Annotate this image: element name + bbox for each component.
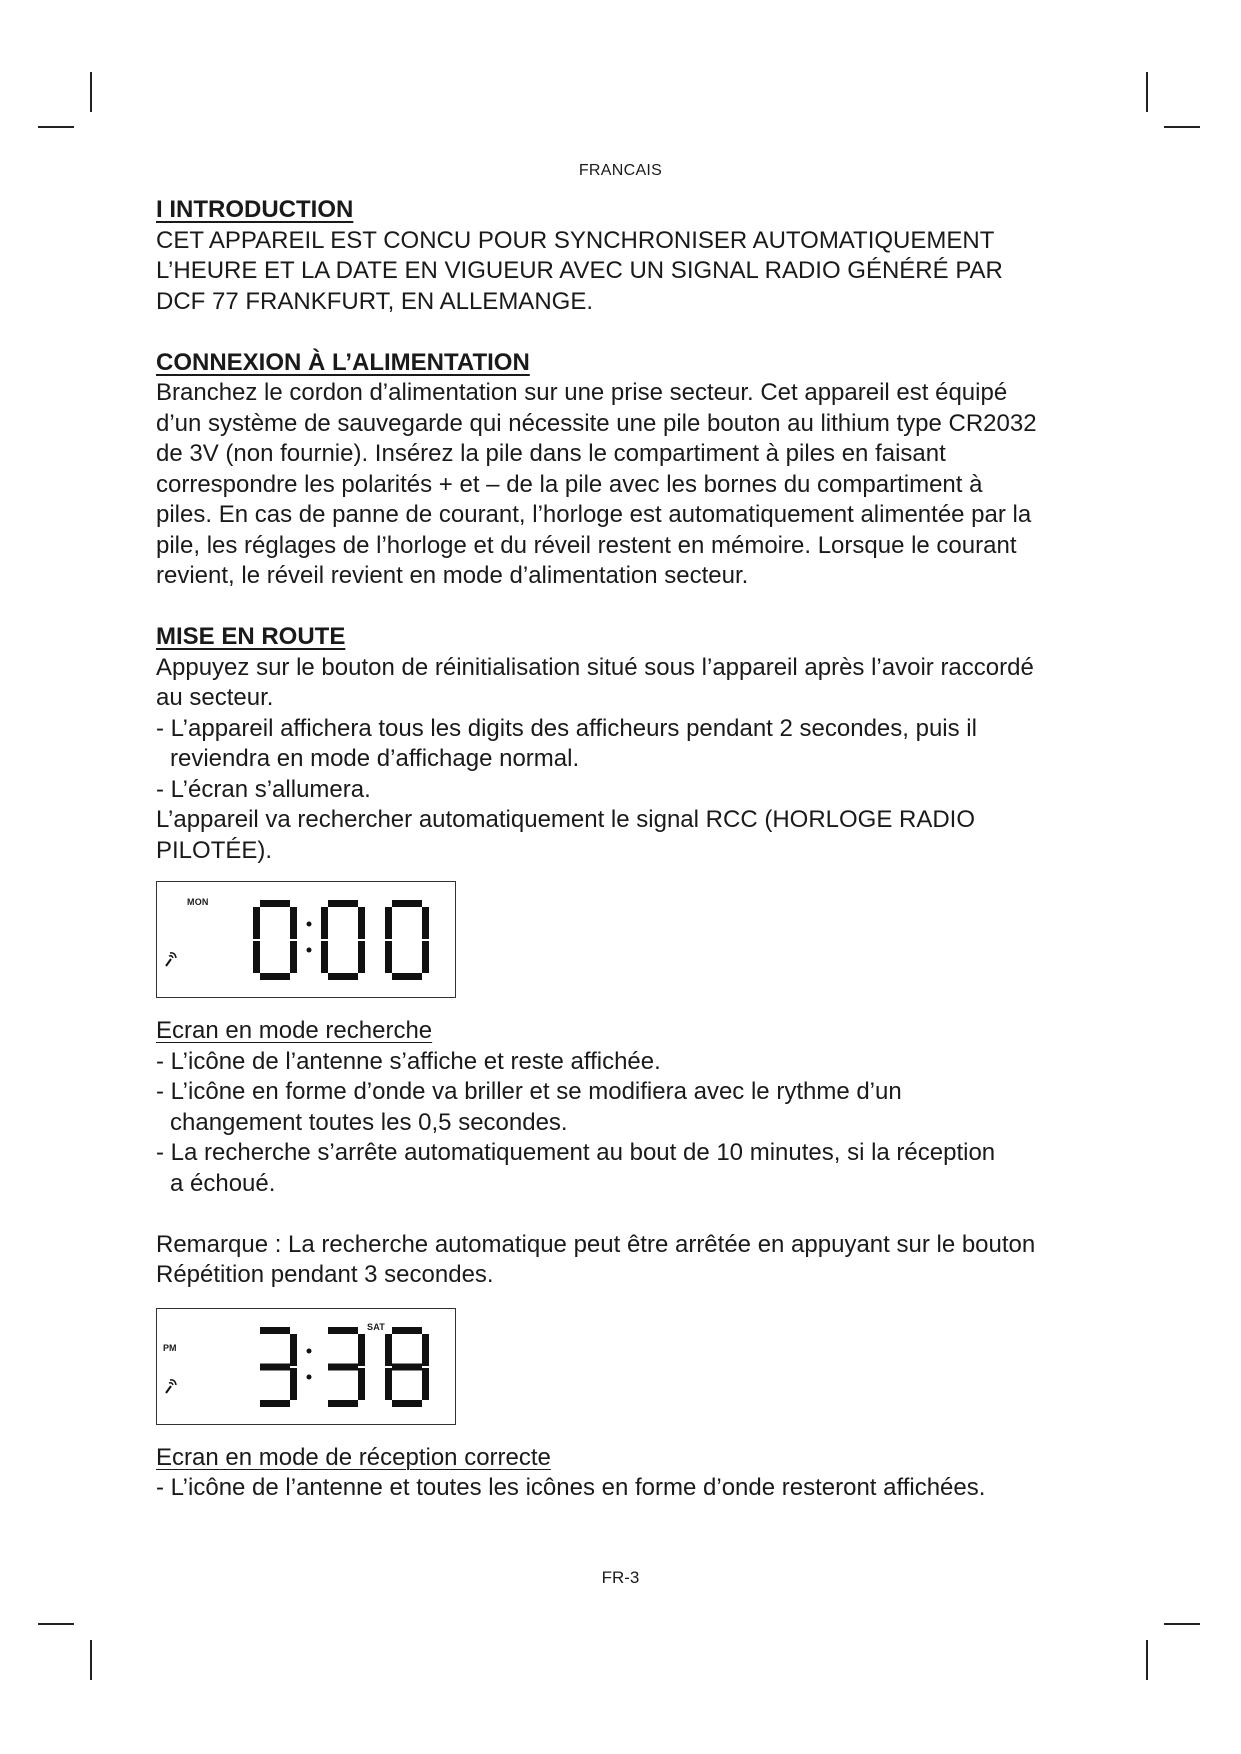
crop-mark [1146,72,1148,112]
lcd-segment [321,907,328,939]
lcd-segment [392,973,422,980]
text-line: DCF 77 FRANKFURT, EN ALLEMANGE. [156,287,593,315]
text-line: PILOTÉE). [156,836,273,864]
text-line: d’un système de sauvegarde qui nécessite une pile bouton au lithium type CR2032 [156,409,1037,437]
crop-mark [90,72,92,112]
lcd-segment [328,1327,358,1334]
lcd-segment [328,1363,358,1370]
lcd-segment [358,907,365,939]
text-line: a échoué. [170,1169,276,1197]
crop-mark [90,1640,92,1680]
text-line: - La recherche s’arrête automatiquement au bout de 10 minutes, si la réception [156,1139,996,1166]
antenna-icon [163,1377,179,1395]
lcd-segment [290,1334,297,1366]
section-title-introduction: I INTRODUCTION [156,196,354,223]
antenna-icon [163,950,179,968]
lcd-segment [260,1327,290,1334]
text-line: CET APPAREIL EST CONCU POUR SYNCHRONISER AUTOMATIQUEMENT [156,226,995,254]
lcd-segment [385,1368,392,1400]
text-line: - L’icône de l’antenne et toutes les icônes en forme d’onde resteront affichées. [156,1474,986,1501]
lcd-segment [321,941,328,973]
text-line: piles. En cas de panne de courant, l’horloge est automatiquement alimentée par la [156,501,1032,528]
caption-search-mode: Ecran en mode recherche [156,1017,433,1044]
lcd-segment [392,900,422,907]
lcd-display-search [156,881,456,998]
crop-mark [1164,126,1200,128]
section-title-startup: MISE EN ROUTE [156,623,346,650]
lcd-segment [253,941,260,973]
lcd-segment [422,907,429,939]
crop-mark [38,1623,74,1625]
text-line: - L’icône de l’antenne s’affiche et reste affichée. [156,1047,661,1075]
text-line: - L’icône en forme d’onde va briller et se modifiera avec le rythme d’un [156,1078,902,1105]
caption-reception-mode: Ecran en mode de réception correcte [156,1443,551,1471]
crop-mark [38,126,74,128]
lcd-segment [290,907,297,939]
lcd-pm-indicator: PM [163,1342,177,1353]
lcd-segment [260,1363,290,1370]
lcd-display-reception [156,1308,456,1425]
lcd-segment [392,1363,422,1370]
lcd-segment [253,907,260,939]
lcd-segment [328,900,358,907]
text-line: - L’écran s’allumera. [156,775,371,803]
lcd-colon-dot [307,1348,312,1353]
page-content [156,195,1116,1504]
lcd-segment [260,973,290,980]
text-line: L’HEURE ET LA DATE EN VIGUEUR AVEC UN SIGNAL RADIO GÉNÉRÉ PAR [156,257,1003,284]
crop-mark [1146,1640,1148,1680]
text-line: Remarque : La recherche automatique peut être arrêtée en appuyant sur le bouton [156,1230,1036,1258]
lcd-digits-svg [253,1321,441,1413]
lcd-time [253,1321,441,1413]
lcd-segment [385,1334,392,1366]
text-line: correspondre les polarités + et – de la pile avec les bornes du compartiment à [156,470,983,498]
text-line: - L’appareil affichera tous les digits des afficheurs pendant 2 secondes, puis il [156,714,977,742]
lcd-segment [385,941,392,973]
lcd-colon-dot [307,948,312,953]
lcd-segment [422,1368,429,1400]
lcd-segment [290,1368,297,1400]
lcd-digits-svg [253,894,441,986]
page-number: FR-3 [601,1568,640,1587]
text-line: L’appareil va rechercher automatiquement le signal RCC (HORLOGE RADIO [156,806,976,833]
lcd-segment [422,1334,429,1366]
text-line: au secteur. [156,684,274,711]
lcd-segment [358,1334,365,1366]
text-line: reviendra en mode d’affichage normal. [170,745,580,772]
lcd-day-label: SAT [367,1321,385,1332]
text-line: changement toutes les 0,5 secondes. [170,1108,568,1136]
lcd-segment [328,973,358,980]
lcd-time [253,894,441,986]
text-line: Appuyez sur le bouton de réinitialisation situé sous l’appareil après l’avoir raccordé [156,653,1034,681]
text-line: Répétition pendant 3 secondes. [156,1261,494,1288]
lcd-time-text [157,882,158,883]
text-line: de 3V (non fournie). Insérez la pile dans le compartiment à piles en faisant [156,440,946,467]
lcd-segment [328,1400,358,1407]
lcd-colon-dot [307,1374,312,1379]
lcd-segment [392,1400,422,1407]
lcd-segment [260,900,290,907]
lcd-segment [290,941,297,973]
lcd-segment [422,941,429,973]
lcd-segment [260,1400,290,1407]
text-line: pile, les réglages de l’horloge et du réveil restent en mémoire. Lorsque le courant [156,531,1017,559]
lcd-segment [385,907,392,939]
text-line: revient, le réveil revient en mode d’alimentation secteur. [156,562,749,589]
lcd-day-label: MON [187,897,209,907]
lcd-segment [358,1368,365,1400]
text-line: Branchez le cordon d’alimentation sur une prise secteur. Cet appareil est équipé [156,379,1008,406]
lcd-time-text [157,1309,158,1310]
lcd-segment [358,941,365,973]
section-title-power: CONNEXION À L’ALIMENTATION [156,348,530,376]
lcd-segment [392,1327,422,1334]
page-header: FRANCAIS [578,162,663,179]
crop-mark [1164,1623,1200,1625]
lcd-colon-dot [307,922,312,927]
